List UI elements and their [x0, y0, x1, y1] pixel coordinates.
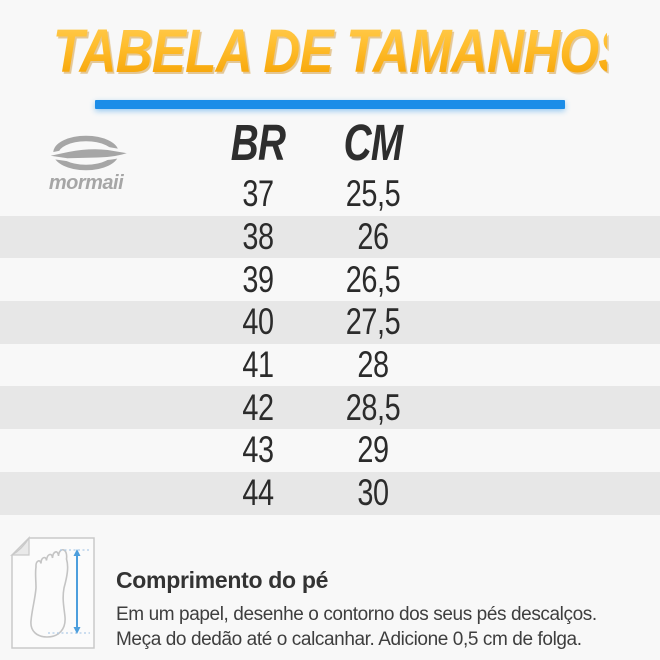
column-header-br: BR — [230, 113, 286, 171]
cm-value: 27,5 — [345, 301, 401, 343]
page-title: TABELA DE TAMANHOS — [52, 17, 632, 85]
table-header-row — [0, 111, 660, 173]
table-row — [0, 216, 660, 259]
cm-value: 28 — [357, 344, 389, 386]
column-header-cm: CM — [343, 113, 403, 171]
cm-value: 26 — [357, 216, 389, 258]
br-value: 43 — [242, 429, 274, 471]
br-value: 42 — [242, 386, 274, 428]
br-value: 41 — [242, 344, 274, 386]
foot-measure-graphic — [10, 536, 96, 650]
cm-value: 28,5 — [345, 386, 401, 428]
table-row — [0, 258, 660, 301]
cm-value: 30 — [357, 472, 389, 514]
table-row — [0, 472, 660, 515]
table-row — [0, 173, 660, 216]
cm-value: 29 — [357, 429, 389, 471]
br-value: 37 — [242, 173, 274, 215]
table-row — [0, 429, 660, 472]
br-value: 38 — [242, 216, 274, 258]
foot-measure-icon — [10, 536, 96, 650]
table-row — [0, 301, 660, 344]
measurement-instructions — [116, 567, 616, 652]
table-row — [0, 344, 660, 387]
footer-line2: Meça do dedão até o calcanhar. Adicione 0,5 cm de folga. — [116, 628, 582, 650]
br-value: 40 — [242, 301, 274, 343]
accent-underline — [95, 100, 565, 109]
br-value: 39 — [242, 258, 274, 300]
br-value: 44 — [242, 472, 274, 514]
size-table — [0, 173, 660, 515]
table-row — [0, 386, 660, 429]
svg-text:mormaii: mormaii — [48, 172, 124, 194]
cm-value: 26,5 — [345, 258, 401, 300]
cm-value: 25,5 — [345, 173, 401, 215]
footer-line1: Em um papel, desenhe o contorno dos seus pés descalços. — [116, 604, 597, 625]
footer-heading: Comprimento do pé — [116, 567, 329, 593]
